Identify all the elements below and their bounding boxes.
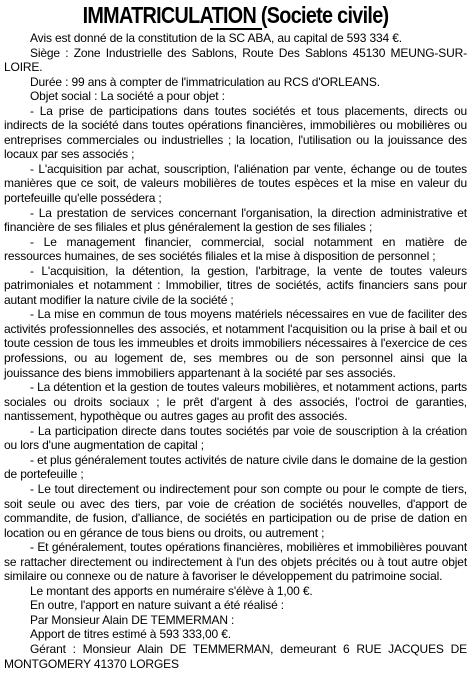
objet-item: - La prestation de services concernant l'organisation, la direction administrative et financière de ses filiales et plus généralement la gestion de ses filiales ;	[4, 205, 467, 235]
capital-paragraph: Avis est donné de la constitution de la SC ABA, au capital de 593 334 €.	[30, 31, 402, 45]
objet-item: - L'acquisition, la détention, la gestion, l'arbitrage, la vente de toutes valeurs patrimoniales et notamment : Immobilier, titres de sociétés, actifs financiers sans pour autant modifier la nature civile de la société ;	[4, 263, 467, 307]
objet-item: - La participation directe dans toutes sociétés par voie de souscription à la création ou lors d'une augmentation de capital ;	[4, 423, 467, 453]
apport-titres-paragraph: Apport de titres estimé à 593 333,00 €.	[30, 627, 231, 642]
objet-social-heading: Objet social : La société a pour objet :	[30, 89, 225, 104]
notice-body	[4, 31, 467, 671]
objet-item: - et plus généralement toutes activités de nature civile dans le domaine de la gestion de portefeuille ;	[4, 452, 467, 482]
objet-item: - La prise de participations dans toutes sociétés et tous placements, directs ou indirects de la société dans toutes opérations financières, immobilières ou mobilières ou entreprises commerciales ou industrielles ; la location, l'utilisation ou la jouissance des locaux par ses associés ;	[4, 103, 467, 162]
apporteur-paragraph: Par Monsieur Alain DE TEMMERMAN :	[30, 612, 235, 627]
notice-title: IMMATRICULATION (Societe civile)	[82, 2, 389, 28]
gerant-paragraph: Gérant : Monsieur Alain DE TEMMERMAN, demeurant 6 RUE JACQUES DE MONTGOMERY 41370 LORGES	[4, 641, 467, 671]
objet-item: - Et généralement, toutes opérations financières, mobilières et immobilières pouvant se rattacher directement ou indirectement à l'un des objets précités ou à tout autre objet similaire ou connexe ou de nature à favoriser le développement du patrimoine social.	[4, 540, 467, 584]
objet-item: - La mise en commun de tous moyens matériels nécessaires en vue de faciliter des activités professionnelles des associés, et notamment l'acquisition ou la prise à bail et ou toute cession de tous les immeubles et droits immobiliers nécessaires à l'exercice de ces professions, ou au logement de, ses membres ou de son personnel ainsi que la jouissance des biens immobiliers appartenant à la société par ses associés.	[4, 307, 467, 380]
apport-nature-paragraph: En outre, l'apport en nature suivant a été réalisé :	[30, 598, 284, 613]
objet-item: - Le management financier, commercial, social notamment en matière de ressources humaines, de ses sociétés filiales et la mise à disposition de personnel ;	[4, 234, 467, 264]
objet-item: - La détention et la gestion de toutes valeurs mobilières, et notamment actions, parts sociales ou droits sociaux ; le prêt d'argent à des associés, l'octroi de garanties, nantissement, hypothèque ou autres gages au profit des associés.	[4, 380, 467, 424]
title-underline	[210, 28, 262, 30]
siege-paragraph: Siège : Zone Industrielle des Sablons, Route Des Sablons 45130 MEUNG-SUR-LOIRE.	[4, 45, 467, 75]
objet-item: - Le tout directement ou indirectement pour son compte ou pour le compte de tiers, soit seule ou avec des tiers, par voie de création de sociétés nouvelles, d'apport de commandite, de fusion, d'alliance, de sociétés en participation ou de prise de dation en location ou en gérance de tous biens ou droits, ou autrement ;	[4, 481, 467, 540]
apports-numeraire-paragraph: Le montant des apports en numéraire s'élève à 1,00 €.	[30, 583, 313, 598]
objet-item: - L'acquisition par achat, souscription, l'aliénation par vente, échange ou de toutes manières que ce soit, de valeurs mobilières de toutes espèces et la mise en valeur du portefeuille qu'elle possédera ;	[4, 161, 467, 206]
duree-paragraph: Durée : 99 ans à compter de l'immatriculation au RCS d'ORLEANS.	[30, 74, 380, 89]
